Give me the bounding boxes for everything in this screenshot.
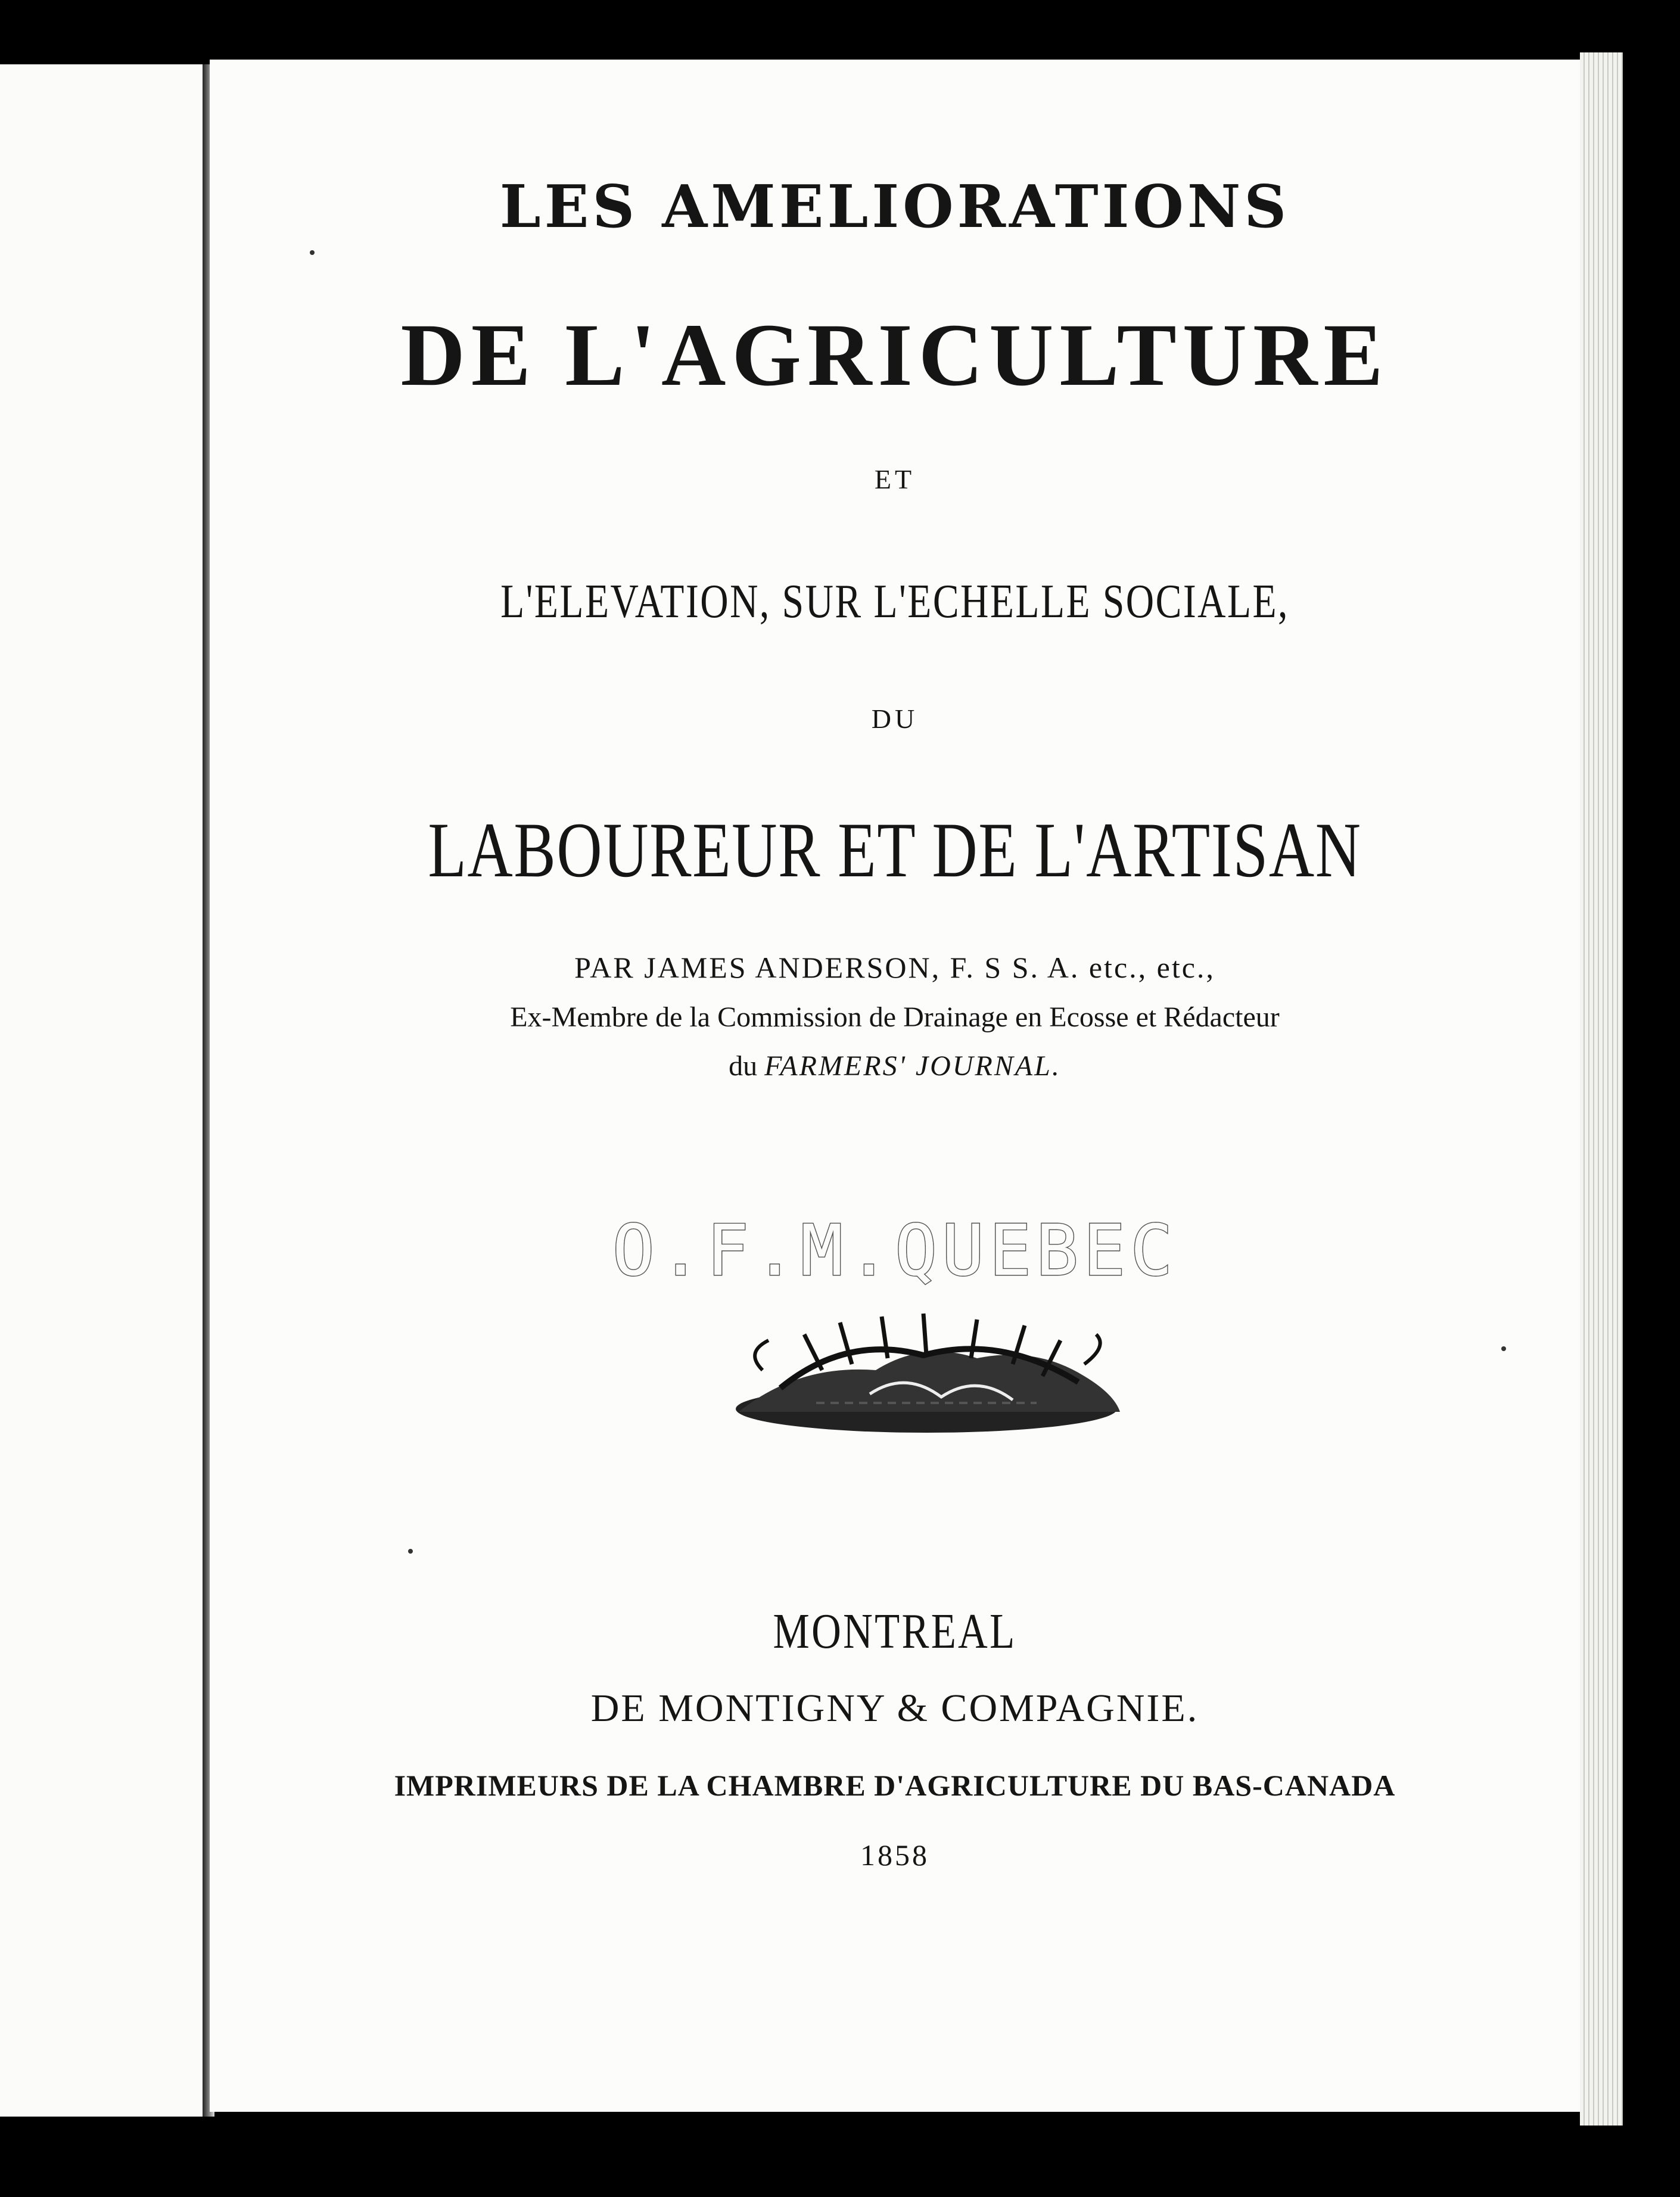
imprint-publisher: DE MONTIGNY & COMPAGNIE. <box>590 1686 1199 1730</box>
imprint-printer: IMPRIMEURS DE LA CHAMBRE D'AGRICULTURE DU BAS-CANADA <box>394 1769 1396 1802</box>
journal-prefix: du <box>729 1050 758 1082</box>
imprint-city: MONTREAL <box>773 1604 1017 1659</box>
journal-name: FARMERS' JOURNAL. <box>764 1050 1061 1082</box>
journal-line <box>210 1050 1580 1082</box>
title-line-laboureur: LABOUREUR ET DE L'ARTISAN <box>428 806 1362 894</box>
crayfish-vignette <box>727 1299 1126 1436</box>
left-endpaper <box>0 64 206 2117</box>
perforated-stamp <box>210 1209 1580 1292</box>
paper-speck <box>1501 1346 1506 1351</box>
stamp-text: O.F.M.QUEBEC <box>612 1209 1178 1292</box>
title-conjunction-du: DU <box>871 704 919 734</box>
paper-speck <box>310 250 315 255</box>
author-description: Ex-Membre de la Commission de Drainage en Ecosse et Rédacteur <box>510 1001 1280 1033</box>
title-line-agriculture: DE L'AGRICULTURE <box>400 306 1389 404</box>
title-line-elevation: L'ELEVATION, SUR L'ECHELLE SOCIALE, <box>500 575 1289 628</box>
page-edges <box>1580 52 1623 2126</box>
imprint-year: 1858 <box>860 1838 929 1872</box>
title-line-ameliorations: LES AMELIORATIONS <box>499 173 1290 241</box>
title-conjunction-et: ET <box>874 464 916 494</box>
paper-speck <box>408 1549 413 1554</box>
author-line: PAR JAMES ANDERSON, F. S S. A. etc., etc., <box>574 951 1215 984</box>
